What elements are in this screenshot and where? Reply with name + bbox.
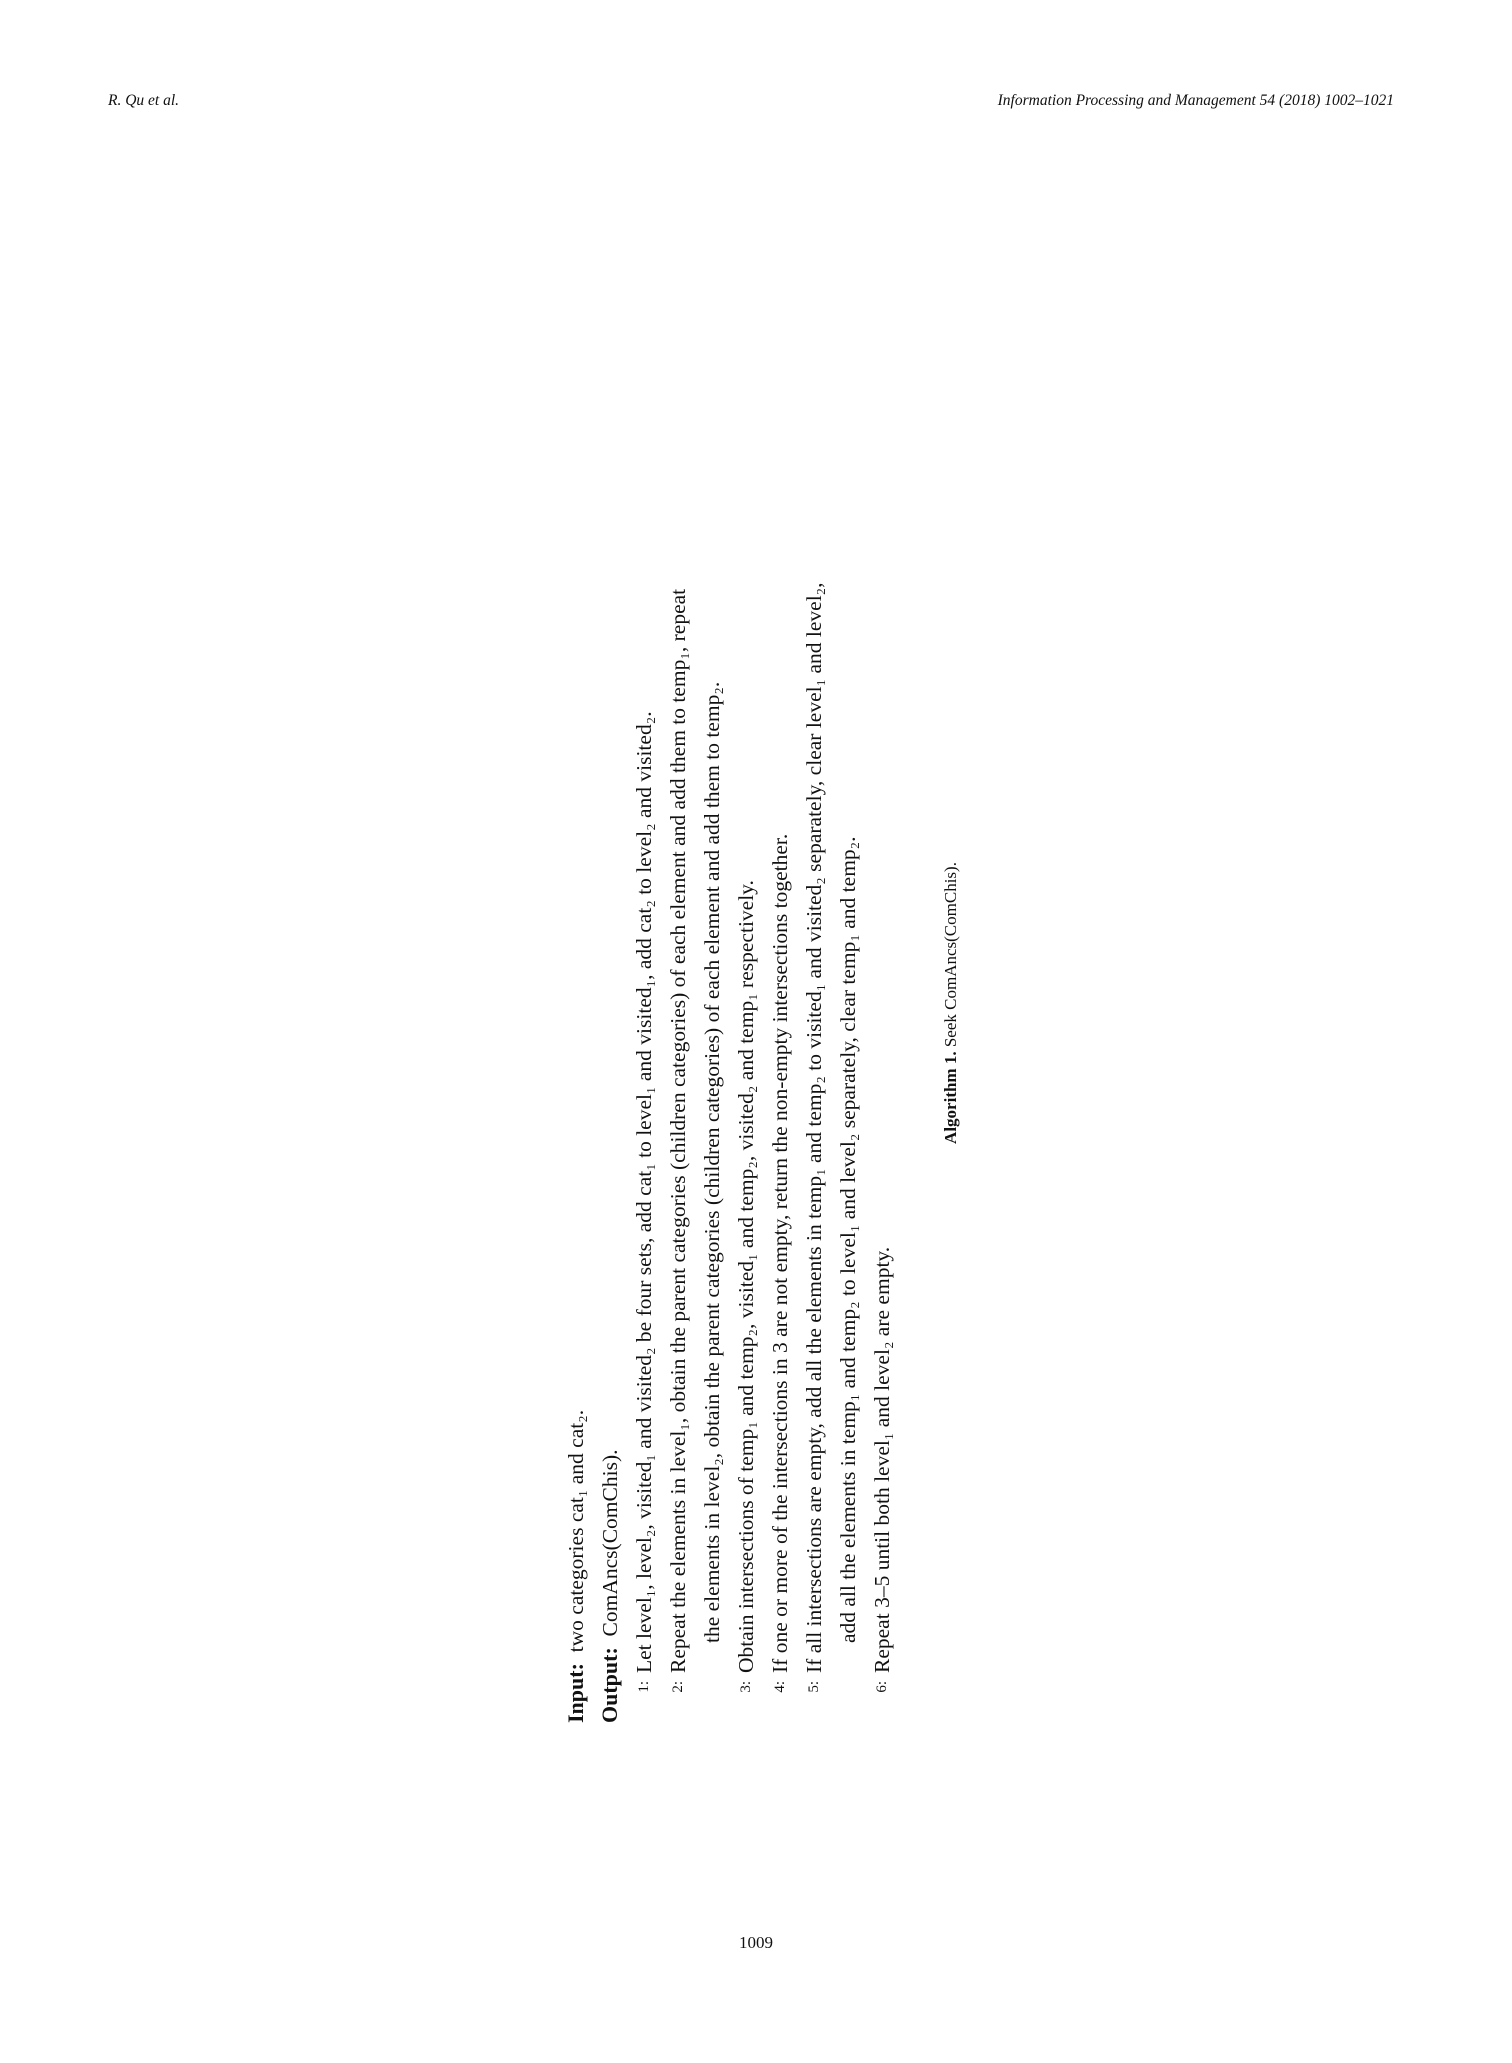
input-label: Input: — [563, 1663, 588, 1723]
step-text-continuation: add all the elements in temp₁ and temp₂ to level₁ and level₂ separately, clear temp₁ and temp₂. — [836, 836, 860, 1643]
output-label: Output: — [597, 1647, 622, 1723]
step-number: 6: — [874, 1681, 890, 1693]
step-number: 5: — [806, 1681, 822, 1693]
step-number: 3: — [738, 1681, 754, 1693]
algorithm-step — [627, 283, 661, 1723]
algorithm-step — [865, 283, 899, 1723]
step-text: Obtain intersections of temp₁ and temp₂, visited₁ and temp₂, visited₂ and temp₁ respectively. — [734, 880, 758, 1673]
running-head-journal: Information Processing and Management 54 (2018) 1002–1021 — [997, 92, 1394, 109]
algorithm-step — [661, 283, 729, 1723]
step-text: Repeat 3–5 until both level₁ and level₂ are empty. — [870, 1246, 894, 1673]
algorithm-body — [559, 283, 899, 1723]
algorithm-steps — [627, 283, 899, 1723]
step-text: If all intersections are empty, add all the elements in temp₁ and temp₂ to visited₁ and visited₂ separately, clear level₁ and level₂, — [802, 582, 826, 1673]
page-number: 1009 — [739, 1933, 773, 1952]
algorithm-output — [593, 283, 627, 1723]
algorithm-input — [559, 283, 593, 1723]
output-text: ComAncs(ComChis). — [598, 1449, 622, 1637]
step-number: 2: — [670, 1681, 686, 1693]
step-text: If one or more of the intersections in 3 are not empty, return the non-empty intersections together. — [768, 833, 792, 1673]
algorithm-caption — [941, 283, 961, 1723]
step-text-continuation: the elements in level₂, obtain the parent categories (children categories) of each element and add them to temp₂. — [700, 681, 724, 1643]
step-number: 4: — [772, 1681, 788, 1693]
algorithm-step — [763, 283, 797, 1723]
algorithm-step — [729, 283, 763, 1723]
algorithm-figure — [559, 273, 979, 1723]
step-number: 1: — [636, 1681, 652, 1693]
step-text: Let level₁, level₂, visited₁ and visited₂ be four sets, add cat₁ to level₁ and visited₁, add cat₂ to level₂ and visited₂. — [632, 711, 656, 1673]
step-text: Repeat the elements in level₁, obtain the parent categories (children categories) of each element and add them to temp₁, repeat — [666, 588, 690, 1673]
input-text: two categories cat₁ and cat₂. — [564, 1409, 588, 1653]
running-head-authors: R. Qu et al. — [108, 92, 180, 109]
algorithm-step — [797, 283, 865, 1723]
caption-label: Algorithm 1. — [941, 1051, 960, 1144]
caption-text: Seek ComAncs(ComChis). — [941, 862, 960, 1048]
